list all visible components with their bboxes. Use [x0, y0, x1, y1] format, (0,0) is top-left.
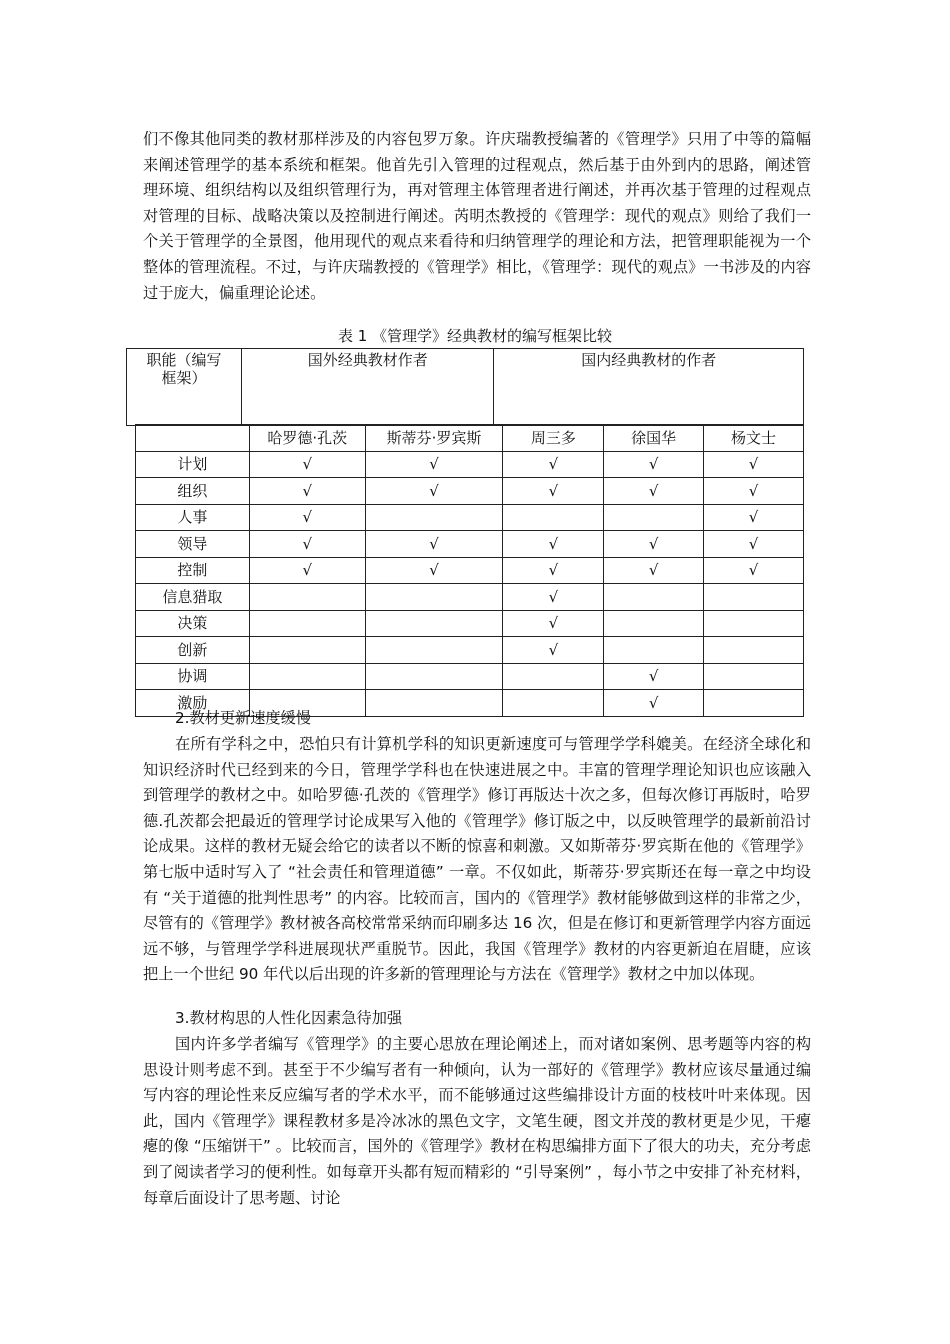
- check-cell: √: [503, 451, 604, 478]
- section3-heading: 3.教材构思的人性化因素急待加强: [175, 1009, 403, 1027]
- header-function: 职能（编写框架）: [127, 349, 242, 426]
- table-row: [136, 663, 804, 690]
- row-label: 激励: [136, 690, 250, 717]
- table-caption: 表 1 《管理学》经典教材的编写框架比较: [337, 327, 613, 345]
- check-cell: [249, 663, 365, 690]
- table-row: [136, 610, 804, 637]
- check-cell: [249, 610, 365, 637]
- section2-body: 在所有学科之中，恐怕只有计算机学科的知识更新速度可与管理学学科媲美。在经济全球化和知识经济时代已经到来的今日，管理学学科也在快速进展之中。丰富的管理学理论知识也应该融入到管理学的教材之中。如哈罗德·孔茨的《管理学》修订再版达十次之多，但每次修订再版时，哈罗德.孔茨都会把最近的管理学讨论成果写入他的《管理学》修订版之中，以反映管理学的最新前沿讨论成果。这样的教材无疑会给它的读者以不断的惊喜和刺激。又如斯蒂芬·罗宾斯在他的《管理学》第七版中适时写入了 “社会责任和管理道德” 一章。不仅如此，斯蒂芬·罗宾斯还在每一章之中均设有 “关于道德的批判性思考” 的内容。比较而言，国内的《管理学》教材能够做到这样的非常之少，尽管有的《管理学》教材被各高校常常采纳而印刷多达 16 次，但是在修订和更新管理学内容方面远远不够，与管理学学科进展现状严重脱节。因此，我国《管理学》教材的内容更新迫在眉睫，应该把上一个世纪 90 年代以后出现的许多新的管理理论与方法在《管理学》教材之中加以体现。: [143, 735, 811, 984]
- check-cell: √: [704, 478, 804, 505]
- check-cell: [704, 610, 804, 637]
- author-cell: 斯蒂芬·罗宾斯: [365, 425, 503, 452]
- check-cell: [249, 584, 365, 611]
- row-label: 信息猎取: [136, 584, 250, 611]
- check-cell: [604, 504, 704, 531]
- check-cell: √: [604, 478, 704, 505]
- row-label: 决策: [136, 610, 250, 637]
- check-cell: [604, 584, 704, 611]
- check-cell: √: [365, 531, 503, 558]
- author-row: [136, 425, 804, 452]
- header-domestic: 国内经典教材的作者: [494, 349, 804, 426]
- check-cell: √: [365, 478, 503, 505]
- check-cell: √: [604, 557, 704, 584]
- row-label: 领导: [136, 531, 250, 558]
- check-cell: [503, 690, 604, 717]
- author-cell: 徐国华: [604, 425, 704, 452]
- check-cell: √: [249, 531, 365, 558]
- row-label: 组织: [136, 478, 250, 505]
- table-row: [136, 584, 804, 611]
- check-cell: √: [503, 531, 604, 558]
- check-cell: [365, 663, 503, 690]
- check-cell: √: [604, 690, 704, 717]
- check-cell: √: [704, 531, 804, 558]
- table-row: [136, 637, 804, 664]
- check-cell: √: [604, 451, 704, 478]
- check-cell: [704, 584, 804, 611]
- table-row: [136, 531, 804, 558]
- author-blank: [136, 425, 250, 452]
- check-cell: √: [249, 478, 365, 505]
- row-label: 创新: [136, 637, 250, 664]
- header-foreign: 国外经典教材作者: [241, 349, 494, 426]
- section3-body: 国内许多学者编写《管理学》的主要心思放在理论阐述上，而对诸如案例、思考题等内容的构思设计则考虑不到。甚至于不少编写者有一种倾向，认为一部好的《管理学》教材应该尽量通过编写内容的理论性来反应编写者的学术水平，而不能够通过这些编排设计方面的枝枝叶叶来体现。因此，国内《管理学》课程教材多是冷冰冰的黑色文字，文笔生硬，图文并茂的教材更是少见，干瘪瘪的像 “压缩饼干” 。比较而言，国外的《管理学》教材在构思编排方面下了很大的功夫，充分考虑到了阅读者学习的便利性。如每章开头都有短而精彩的 “引导案例” ，每小节之中安排了补充材料，每章后面设计了思考题、讨论: [143, 1035, 811, 1207]
- check-cell: √: [503, 610, 604, 637]
- check-cell: √: [704, 451, 804, 478]
- intro-paragraph: 们不像其他同类的教材那样涉及的内容包罗万象。许庆瑞教授编著的《管理学》只用了中等的篇幅来阐述管理学的基本系统和框架。他首先引入管理的过程观点，然后基于由外到内的思路，阐述管理环境、组织结构以及组织管理行为，再对管理主体管理者进行阐述，并再次基于管理的过程观点对管理的目标、战略决策以及控制进行阐述。芮明杰教授的《管理学：现代的观点》则给了我们一个关于管理学的全景图，他用现代的观点来看待和归纳管理学的理论和方法，把管理职能视为一个整体的管理流程。不过，与许庆瑞教授的《管理学》相比，《管理学：现代的观点》一书涉及的内容过于庞大，偏重理论论述。: [143, 130, 811, 302]
- check-cell: [704, 663, 804, 690]
- table-row: [136, 451, 804, 478]
- author-cell: 周三多: [503, 425, 604, 452]
- check-cell: √: [249, 557, 365, 584]
- check-cell: [365, 584, 503, 611]
- check-cell: [503, 663, 604, 690]
- author-cell: 哈罗德·孔茨: [249, 425, 365, 452]
- row-label: 人事: [136, 504, 250, 531]
- check-cell: [704, 690, 804, 717]
- check-cell: [503, 504, 604, 531]
- table-row: [136, 557, 804, 584]
- check-cell: √: [503, 557, 604, 584]
- section2-heading: 2.教材更新速度缓慢: [175, 709, 311, 727]
- author-cell: 杨文士: [704, 425, 804, 452]
- comparison-table: [135, 424, 804, 717]
- table-row: [136, 504, 804, 531]
- check-cell: [365, 610, 503, 637]
- check-cell: [704, 637, 804, 664]
- check-cell: [365, 637, 503, 664]
- check-cell: √: [365, 557, 503, 584]
- check-cell: [365, 504, 503, 531]
- check-cell: [249, 637, 365, 664]
- check-cell: √: [365, 451, 503, 478]
- check-cell: √: [249, 451, 365, 478]
- check-cell: [365, 690, 503, 717]
- check-cell: √: [604, 531, 704, 558]
- check-cell: [604, 637, 704, 664]
- check-cell: √: [704, 504, 804, 531]
- row-label: 计划: [136, 451, 250, 478]
- check-cell: [604, 610, 704, 637]
- check-cell: √: [704, 557, 804, 584]
- check-cell: √: [503, 478, 604, 505]
- table-header-block: [126, 348, 804, 426]
- table-row: [136, 478, 804, 505]
- row-label: 协调: [136, 663, 250, 690]
- check-cell: √: [249, 504, 365, 531]
- check-cell: √: [503, 584, 604, 611]
- row-label: 控制: [136, 557, 250, 584]
- check-cell: √: [604, 663, 704, 690]
- check-cell: √: [503, 637, 604, 664]
